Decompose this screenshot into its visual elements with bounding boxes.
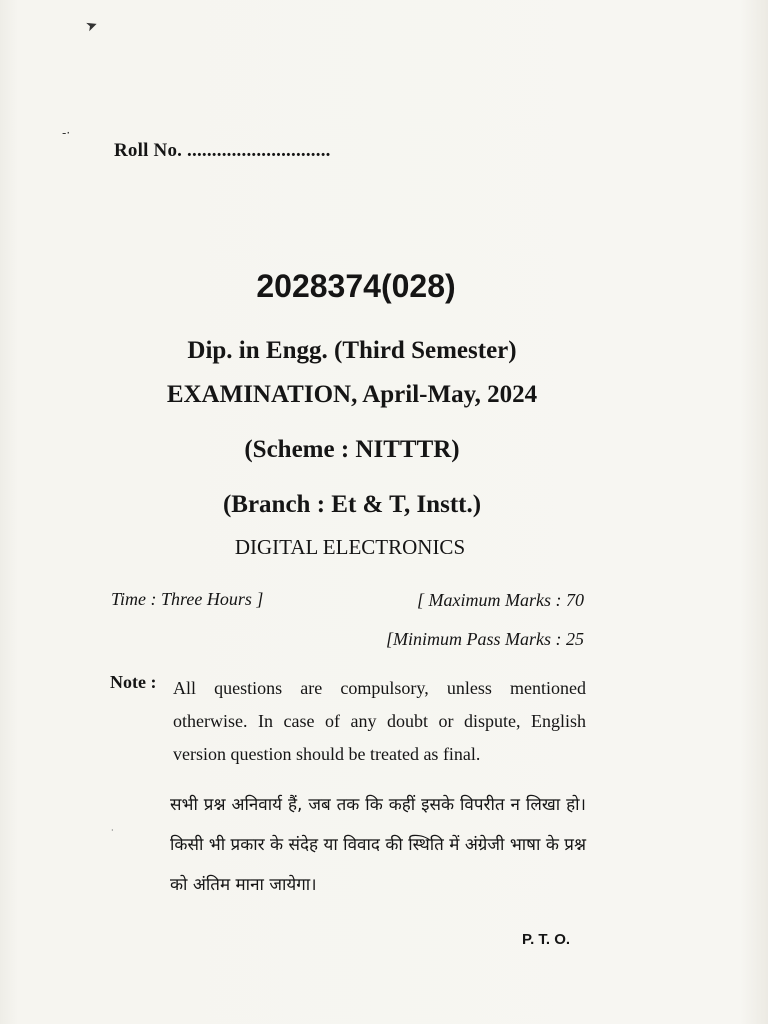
paper-code: 2028374(028) — [256, 268, 456, 304]
time-allowed: Time : Three Hours ] — [111, 589, 264, 609]
scheme-label: (Scheme : NITTTR) — [244, 436, 460, 463]
branch-label: (Branch : Et & T, Instt.) — [222, 491, 482, 518]
scan-mark: · — [111, 826, 114, 835]
scan-mark: ‐· — [62, 126, 71, 140]
maximum-marks: [ Maximum Marks : 70 — [417, 590, 584, 610]
note-hindi-text: सभी प्रश्न अनिवार्य हैं, जब तक कि कहीं इसके विपरीत न लिखा हो। किसी भी प्रकार के संदेह या विवाद की स्थिति में अंग्रेजी भाषा के प्रश्न को अंतिम माना जायेगा। — [170, 795, 586, 895]
course-title: Dip. in Engg. (Third Semester) — [187, 337, 517, 364]
scan-mark: ➤ — [83, 16, 101, 36]
minimum-pass-marks: [Minimum Pass Marks : 25 — [386, 629, 584, 649]
please-turn-over: P. T. O. — [522, 931, 571, 948]
roll-number-field: Roll No. ............................. — [114, 140, 331, 161]
examination-session: EXAMINATION, April-May, 2024 — [166, 381, 538, 408]
note-label: Note : — [110, 672, 157, 692]
subject-title: DIGITAL ELECTRONICS — [234, 535, 466, 559]
note-english-text: All questions are compulsory, unless mentioned otherwise. In case of any doubt or dispute, English version question should be treated as final. — [173, 678, 586, 764]
